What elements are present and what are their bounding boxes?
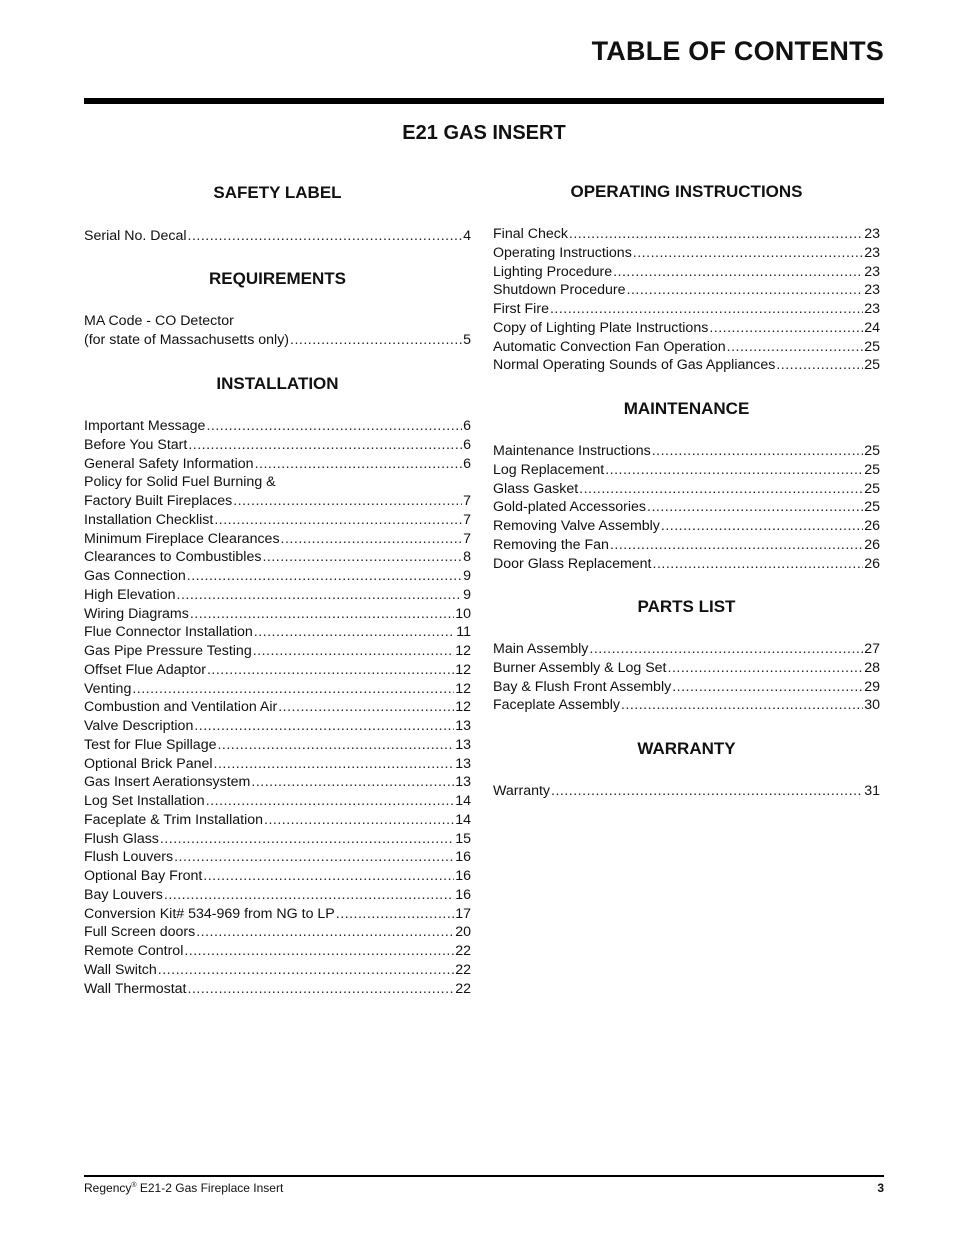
toc-entry[interactable] — [493, 678, 880, 697]
dot-leader — [633, 244, 863, 263]
section-title: INSTALLATION — [216, 374, 339, 393]
toc-entry-label: Clearances to Combustibles — [84, 549, 262, 566]
toc-entry-label: Log Replacement — [493, 461, 605, 478]
dot-leader — [653, 555, 864, 574]
toc-entry-label: Flush Glass — [84, 830, 159, 847]
toc-entry-page: 25 — [864, 480, 880, 497]
toc-entry-label: Minimum Fireplace Clearances — [84, 530, 280, 547]
toc-entry-page: 6 — [463, 455, 471, 472]
toc-entry-list — [84, 312, 471, 350]
toc-entry[interactable] — [84, 886, 471, 905]
toc-entry-label: Optional Bay Front — [84, 868, 203, 884]
dot-leader — [627, 281, 864, 300]
dot-leader — [188, 227, 463, 246]
toc-entry-label: Before You Start — [84, 436, 188, 453]
toc-entry-label: (for state of Massachusetts only) — [84, 331, 290, 348]
toc-entry[interactable] — [493, 225, 880, 244]
dot-leader — [672, 678, 863, 697]
toc-entry-page: 20 — [455, 924, 471, 941]
toc-entry[interactable] — [493, 263, 880, 282]
toc-entry-page: 29 — [864, 678, 880, 695]
toc-entry[interactable] — [493, 659, 880, 678]
toc-entry-page: 13 — [455, 718, 471, 734]
toc-entry-page: 22 — [455, 980, 471, 997]
dot-leader — [188, 980, 455, 999]
toc-entry[interactable] — [84, 980, 471, 999]
toc-entry[interactable] — [84, 717, 471, 736]
dot-leader — [290, 331, 462, 350]
document-heading: E21 GAS INSERT — [402, 122, 566, 144]
toc-entry-page: 16 — [455, 868, 471, 884]
toc-entry-label: Automatic Convection Fan Operation — [493, 338, 726, 355]
toc-entry-page: 27 — [864, 641, 880, 657]
toc-entry-label: First Fire — [493, 301, 549, 317]
dot-leader — [264, 811, 454, 830]
toc-entry[interactable] — [493, 356, 880, 375]
toc-entry[interactable] — [493, 517, 880, 536]
dot-leader — [160, 830, 454, 849]
toc-entry-page: 9 — [463, 568, 471, 584]
toc-entry[interactable] — [493, 536, 880, 555]
toc-entry-page: 25 — [864, 461, 880, 478]
toc-entry-page: 17 — [455, 905, 471, 922]
dot-leader — [647, 498, 863, 517]
section-title: REQUIREMENTS — [209, 269, 346, 288]
dot-leader — [579, 480, 863, 499]
toc-entry-page: 26 — [864, 555, 880, 572]
toc-entry[interactable] — [84, 623, 471, 642]
toc-entry-list — [84, 227, 471, 246]
toc-entry-label: Main Assembly — [493, 641, 589, 657]
toc-entry[interactable] — [84, 923, 471, 942]
toc-entry-label: Factory Built Fireplaces — [84, 493, 233, 509]
toc-entry[interactable] — [493, 442, 880, 461]
toc-entry-page: 23 — [864, 282, 880, 299]
toc-entry-page: 13 — [455, 736, 471, 753]
section-title: WARRANTY — [637, 739, 736, 758]
toc-entry-page: 6 — [463, 436, 471, 453]
toc-entry-label: Test for Flue Spillage — [84, 736, 217, 753]
toc-entry-page: 23 — [864, 226, 880, 242]
toc-entry-label: Lighting Procedure — [493, 263, 613, 280]
toc-entry-page: 22 — [455, 943, 471, 959]
dot-leader — [551, 782, 863, 801]
dot-leader — [589, 640, 863, 659]
dot-leader — [621, 696, 863, 715]
toc-entry-label: Burner Assembly & Log Set — [493, 659, 667, 676]
dot-leader — [194, 717, 454, 736]
toc-entry-page: 23 — [864, 263, 880, 280]
toc-entry[interactable] — [84, 792, 471, 811]
toc-entry[interactable] — [493, 696, 880, 715]
toc-entry[interactable] — [84, 312, 471, 331]
toc-entry-page: 15 — [455, 830, 471, 847]
toc-entry[interactable] — [84, 736, 471, 755]
dot-leader — [255, 455, 463, 474]
toc-entry[interactable] — [84, 417, 471, 436]
dot-leader — [214, 511, 462, 530]
toc-entry-page: 8 — [463, 549, 471, 566]
toc-entry-label: MA Code - CO Detector — [84, 313, 234, 329]
toc-entry-list — [493, 782, 880, 801]
toc-entry-label: Removing the Fan — [493, 536, 609, 553]
toc-entry[interactable] — [84, 867, 471, 886]
toc-entry-label: Full Screen doors — [84, 924, 196, 941]
toc-entry-page: 25 — [864, 499, 880, 516]
toc-entry-label: Glass Gasket — [493, 480, 579, 497]
toc-entry-page: 16 — [455, 886, 471, 903]
toc-entry-label: Final Check — [493, 226, 568, 242]
dot-leader — [190, 605, 454, 624]
section-title: OPERATING INSTRUCTIONS — [570, 182, 803, 201]
toc-entry-label: Log Set Installation — [84, 793, 205, 809]
toc-entry-list — [493, 640, 880, 715]
toc-entry-label: Wall Thermostat — [84, 980, 187, 997]
dot-leader — [336, 905, 454, 924]
toc-entry[interactable] — [493, 281, 880, 300]
toc-entry-page: 4 — [463, 228, 471, 244]
dot-leader — [605, 461, 863, 480]
dot-leader — [281, 530, 463, 549]
dot-leader — [610, 536, 863, 555]
toc-entry[interactable] — [84, 773, 471, 792]
toc-entry-label: Valve Description — [84, 718, 194, 734]
toc-entry[interactable] — [84, 436, 471, 455]
toc-entry-list — [493, 442, 880, 573]
toc-entry[interactable] — [84, 848, 471, 867]
toc-entry[interactable] — [84, 811, 471, 830]
toc-entry-label: Operating Instructions — [493, 244, 632, 261]
toc-entry-page: 14 — [455, 811, 471, 828]
dot-leader — [661, 517, 863, 536]
toc-entry[interactable] — [493, 338, 880, 357]
toc-entry-label: Important Message — [84, 418, 206, 434]
toc-entry-page: 11 — [456, 624, 471, 641]
toc-entry[interactable] — [84, 473, 471, 492]
toc-entry[interactable] — [84, 492, 471, 511]
toc-entry-label: Gas Insert Aerationsystem — [84, 774, 251, 791]
toc-entry-page: 7 — [463, 493, 471, 509]
toc-entry-label: Wall Switch — [84, 961, 157, 978]
toc-entry-page: 13 — [455, 774, 471, 791]
dot-leader — [233, 492, 462, 511]
dot-leader — [196, 923, 454, 942]
toc-entry-label: Copy of Lighting Plate Instructions — [493, 319, 709, 336]
dot-leader — [262, 548, 462, 567]
toc-entry[interactable] — [493, 640, 880, 659]
toc-entry-page: 6 — [463, 418, 471, 434]
page-title: TABLE OF CONTENTS — [591, 36, 884, 66]
toc-entry-page: 12 — [455, 680, 471, 697]
toc-entry-label: General Safety Information — [84, 455, 254, 472]
toc-entry-label: Faceplate & Trim Installation — [84, 811, 263, 828]
toc-entry[interactable] — [84, 548, 471, 567]
dot-leader — [217, 736, 454, 755]
toc-entry[interactable] — [493, 319, 880, 338]
toc-entry[interactable] — [84, 567, 471, 586]
toc-entry-page: 23 — [864, 244, 880, 261]
registered-mark: ® — [131, 1182, 137, 1189]
toc-entry-label: Door Glass Replacement — [493, 555, 652, 572]
dot-leader — [203, 867, 454, 886]
footer-brand: Regency — [84, 1181, 132, 1195]
toc-entry[interactable] — [84, 698, 471, 717]
toc-entry-label: High Elevation — [84, 586, 176, 603]
toc-entry-page: 12 — [455, 643, 471, 659]
dot-leader — [188, 436, 462, 455]
toc-entry-label: Shutdown Procedure — [493, 282, 626, 299]
toc-entry[interactable] — [84, 755, 471, 774]
dot-leader — [174, 848, 454, 867]
dot-leader — [251, 773, 454, 792]
toc-entry-page: 31 — [864, 783, 880, 799]
dot-leader — [187, 567, 462, 586]
toc-entry-page: 25 — [864, 443, 880, 459]
toc-entry[interactable] — [493, 782, 880, 801]
toc-entry[interactable] — [84, 227, 471, 246]
top-rule — [84, 98, 884, 104]
toc-entry-label: Optional Brick Panel — [84, 755, 213, 772]
toc-entry-page: 26 — [864, 536, 880, 553]
toc-entry-page: 10 — [455, 605, 471, 622]
toc-entry-label: Wiring Diagrams — [84, 605, 189, 622]
toc-entry[interactable] — [84, 642, 471, 661]
toc-entry-page: 22 — [455, 961, 471, 978]
toc-entry-page: 13 — [455, 755, 471, 772]
toc-entry-page: 25 — [864, 338, 880, 355]
toc-entry[interactable] — [84, 961, 471, 980]
toc-entry-page: 26 — [864, 518, 880, 534]
toc-entry-page: 12 — [455, 699, 471, 716]
toc-entry-page: 28 — [864, 659, 880, 676]
toc-entry-page: 16 — [455, 849, 471, 866]
toc-entry-label: Bay & Flush Front Assembly — [493, 678, 672, 695]
dot-leader — [569, 225, 863, 244]
dot-leader — [727, 338, 864, 357]
toc-entry-label: Removing Valve Assembly — [493, 518, 660, 534]
dot-leader — [214, 755, 455, 774]
dot-leader — [132, 680, 454, 699]
toc-entry-page: 23 — [864, 301, 880, 317]
dot-leader — [207, 661, 454, 680]
toc-entry-label: Maintenance Instructions — [493, 443, 651, 459]
dot-leader — [158, 961, 454, 980]
toc-entry-page: 7 — [463, 530, 471, 547]
toc-entry-label: Conversion Kit# 534-969 from NG to LP — [84, 905, 335, 922]
toc-entry[interactable] — [493, 300, 880, 319]
toc-entry-label: Serial No. Decal — [84, 228, 187, 244]
dot-leader — [652, 442, 863, 461]
toc-entry-label: Gas Pipe Pressure Testing — [84, 643, 252, 659]
dot-leader — [709, 319, 863, 338]
toc-entry[interactable] — [84, 830, 471, 849]
toc-entry-page: 5 — [463, 331, 471, 348]
toc-entry-label: Gas Connection — [84, 568, 186, 584]
toc-entry-label: Installation Checklist — [84, 511, 214, 528]
dot-leader — [776, 356, 863, 375]
dot-leader — [613, 263, 863, 282]
toc-entry-label: Bay Louvers — [84, 886, 163, 903]
toc-entry[interactable] — [84, 455, 471, 474]
dot-leader — [668, 659, 864, 678]
toc-entry[interactable] — [84, 511, 471, 530]
toc-entry-page: 24 — [864, 319, 880, 336]
footer-page-number: 3 — [877, 1181, 884, 1195]
toc-entry[interactable] — [84, 661, 471, 680]
toc-entry[interactable] — [84, 905, 471, 924]
dot-leader — [253, 642, 455, 661]
toc-entry-label: Flue Connector Installation — [84, 624, 253, 641]
toc-entry[interactable] — [493, 461, 880, 480]
toc-entry-list — [493, 225, 880, 375]
toc-entry-label: Policy for Solid Fuel Burning & — [84, 474, 276, 491]
toc-entry-label: Faceplate Assembly — [493, 697, 620, 714]
toc-entry-label: Warranty — [493, 783, 551, 799]
toc-entry-label: Offset Flue Adaptor — [84, 661, 206, 678]
toc-entry-page: 25 — [864, 357, 880, 374]
toc-entry-page: 14 — [455, 793, 471, 809]
toc-entry[interactable] — [84, 586, 471, 605]
dot-leader — [254, 623, 455, 642]
dot-leader — [184, 942, 454, 961]
section-title: PARTS LIST — [637, 597, 736, 616]
dot-leader — [206, 417, 462, 436]
toc-entry-page: 12 — [455, 661, 471, 678]
dot-leader — [206, 792, 455, 811]
toc-entry-label: Remote Control — [84, 943, 184, 959]
toc-entry-label: Flush Louvers — [84, 849, 174, 866]
toc-entry-list — [84, 417, 471, 998]
toc-entry[interactable] — [493, 555, 880, 574]
toc-entry[interactable] — [84, 942, 471, 961]
toc-entry-label: Normal Operating Sounds of Gas Appliances — [493, 357, 776, 374]
toc-entry-label: Venting — [84, 680, 132, 697]
dot-leader — [278, 698, 454, 717]
footer-product — [84, 1181, 283, 1195]
toc-entry[interactable] — [84, 680, 471, 699]
toc-entry-label: Gold-plated Accessories — [493, 499, 646, 516]
dot-leader — [164, 886, 454, 905]
toc-entry[interactable] — [84, 605, 471, 624]
toc-entry[interactable] — [84, 331, 471, 350]
dot-leader — [177, 586, 463, 605]
section-title: MAINTENANCE — [623, 399, 750, 418]
toc-entry[interactable] — [493, 244, 880, 263]
toc-entry[interactable] — [493, 498, 880, 517]
toc-entry[interactable] — [493, 480, 880, 499]
toc-entry-label: Combustion and Ventilation Air — [84, 699, 278, 716]
toc-entry-page: 30 — [864, 697, 880, 714]
footer-product-name: E21-2 Gas Fireplace Insert — [136, 1181, 284, 1195]
footer-rule — [84, 1175, 884, 1177]
toc-entry[interactable] — [84, 530, 471, 549]
section-title: SAFETY LABEL — [213, 183, 342, 202]
toc-entry-page: 7 — [463, 511, 471, 528]
dot-leader — [550, 300, 863, 319]
toc-entry-page: 9 — [463, 586, 471, 603]
